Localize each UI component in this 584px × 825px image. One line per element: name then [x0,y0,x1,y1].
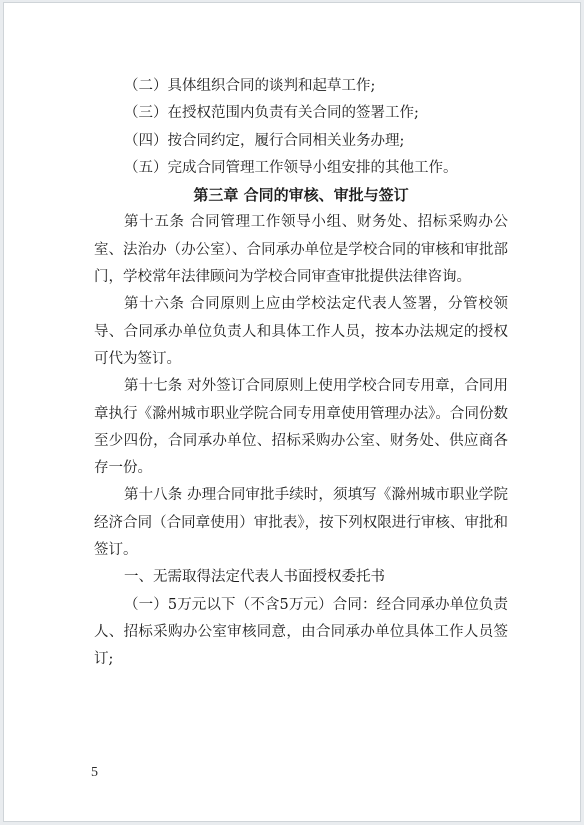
list-item: （四）按合同约定，履行合同相关业务办理; [124,132,405,149]
chapter-heading: 第三章 合同的审核、审批与签订 [193,186,409,205]
document-page [3,2,581,822]
list-item: （三）在授权范围内负责有关合同的签署工作; [124,105,419,122]
article-17: 第十七条 对外签订合同原则上使用学校合同专用章，合同用章执行《滁州城市职业学院合同专用章使用管理办法》。合同份数至少四份，合同承办单位、招标采购办公室、财务处、供应商各存一份。 [94,378,508,477]
list-item: （二）具体组织合同的谈判和起草工作; [124,78,376,94]
list-item: （五）完成合同管理工作领导小组安排的其他工作。 [124,159,458,176]
section-heading: 一、无需取得法定代表人书面授权委托书 [124,569,385,586]
article-16: 第十六条 合同原则上应由学校法定代表人签署，分管校领导、合同承办单位负责人和具体工作人员，按本办法规定的授权可代为签订。 [94,296,508,367]
document-body [94,73,508,674]
clause-one: （一）5万元以下（不含5万元）合同：经合同承办单位负责人、招标采购办公室审核同意，由合同承办单位具体工作人员签订; [94,596,508,668]
article-18: 第十八条 办理合同审批手续时，须填写《滁州城市职业学院经济合同（合同章使用）审批表》，按下列权限进行审核、审批和签订。 [94,487,508,559]
article-15: 第十五条 合同管理工作领导小组、财务处、招标采购办公室、法治办（办公室）、合同承办单位是学校合同的审核和审批部门，学校常年法律顾问为学校合同审查审批提供法律咨询。 [94,214,508,286]
page-number: 5 [91,765,98,780]
